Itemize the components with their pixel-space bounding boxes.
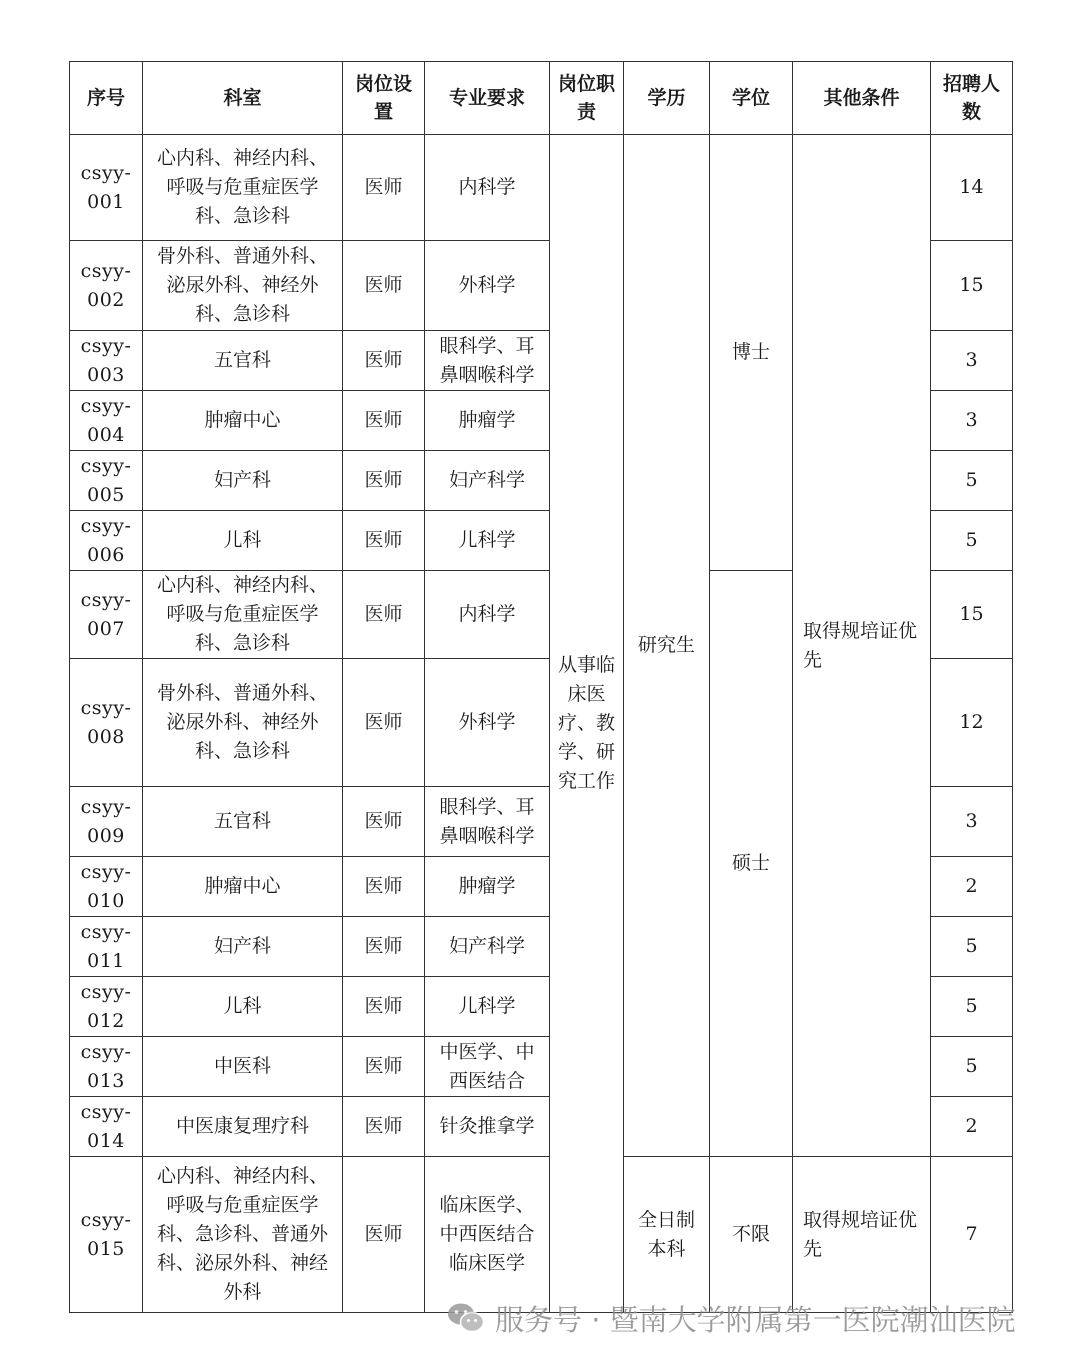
row-dept: 肿瘤中心 [143,391,343,451]
row-code: csyy-006 [70,511,143,571]
row-dept: 妇产科 [143,917,343,977]
row-position: 医师 [343,391,425,451]
row-dept: 肿瘤中心 [143,857,343,917]
row-position: 医师 [343,451,425,511]
header-duty: 岗位职责 [550,62,624,135]
row-position: 医师 [343,659,425,787]
row-position: 医师 [343,241,425,331]
row-position: 医师 [343,977,425,1037]
duty-cell: 从事临床医疗、教学、研究工作 [550,135,624,1313]
row-count: 5 [931,917,1013,977]
row-position: 医师 [343,917,425,977]
row-major: 外科学 [425,241,550,331]
row-count: 15 [931,571,1013,659]
row-position: 医师 [343,1157,425,1313]
row-code: csyy-004 [70,391,143,451]
other-conditions-cell-2: 取得规培证优先 [793,1157,931,1313]
row-count: 5 [931,977,1013,1037]
row-count: 3 [931,331,1013,391]
row-major: 内科学 [425,571,550,659]
row-count: 15 [931,241,1013,331]
row-dept: 心内科、神经内科、呼吸与危重症医学科、急诊科 [143,571,343,659]
row-dept: 中医康复理疗科 [143,1097,343,1157]
row-major: 外科学 [425,659,550,787]
row-position: 医师 [343,135,425,241]
row-major: 针灸推拿学 [425,1097,550,1157]
row-count: 3 [931,787,1013,857]
table-row [70,135,1013,241]
row-major: 临床医学、中西医结合临床医学 [425,1157,550,1313]
row-major: 中医学、中西医结合 [425,1037,550,1097]
row-major: 眼科学、耳鼻咽喉科学 [425,331,550,391]
row-count: 5 [931,511,1013,571]
header-education: 学历 [624,62,710,135]
row-code: csyy-003 [70,331,143,391]
header-degree: 学位 [710,62,793,135]
row-dept: 心内科、神经内科、呼吸与危重症医学科、急诊科、普通外科、泌尿外科、神经外科 [143,1157,343,1313]
row-count: 5 [931,451,1013,511]
row-dept: 中医科 [143,1037,343,1097]
row-count: 14 [931,135,1013,241]
row-position: 医师 [343,1037,425,1097]
education-bachelor-cell: 全日制本科 [624,1157,710,1313]
header-other: 其他条件 [793,62,931,135]
row-code: csyy-009 [70,787,143,857]
row-code: csyy-002 [70,241,143,331]
row-major: 肿瘤学 [425,391,550,451]
row-code: csyy-013 [70,1037,143,1097]
row-dept: 骨外科、普通外科、泌尿外科、神经外科、急诊科 [143,241,343,331]
row-count: 12 [931,659,1013,787]
row-position: 医师 [343,571,425,659]
header-position: 岗位设置 [343,62,425,135]
row-position: 医师 [343,511,425,571]
row-count: 5 [931,1037,1013,1097]
other-conditions-cell: 取得规培证优先 [793,135,931,1157]
row-code: csyy-001 [70,135,143,241]
row-major: 妇产科学 [425,451,550,511]
degree-phd-cell: 博士 [710,135,793,571]
row-major: 儿科学 [425,511,550,571]
header-major: 专业要求 [425,62,550,135]
header-dept: 科室 [143,62,343,135]
degree-any-cell: 不限 [710,1157,793,1313]
row-position: 医师 [343,1097,425,1157]
wechat-icon [447,1302,485,1334]
watermark-text: 服务号 · 暨南大学附属第一医院潮汕医院 [495,1302,1016,1337]
row-dept: 妇产科 [143,451,343,511]
row-major: 妇产科学 [425,917,550,977]
row-position: 医师 [343,857,425,917]
row-code: csyy-005 [70,451,143,511]
row-count: 3 [931,391,1013,451]
header-row [70,62,1013,135]
education-graduate-cell: 研究生 [624,135,710,1157]
row-count: 7 [931,1157,1013,1313]
watermark [447,1296,1016,1340]
recruitment-table [69,61,1013,1313]
row-position: 医师 [343,331,425,391]
degree-master-cell: 硕士 [710,571,793,1157]
row-code: csyy-008 [70,659,143,787]
row-code: csyy-007 [70,571,143,659]
header-count: 招聘人数 [931,62,1013,135]
row-dept: 儿科 [143,977,343,1037]
row-major: 儿科学 [425,977,550,1037]
row-position: 医师 [343,787,425,857]
row-dept: 儿科 [143,511,343,571]
row-code: csyy-014 [70,1097,143,1157]
header-seq: 序号 [70,62,143,135]
row-code: csyy-015 [70,1157,143,1313]
row-code: csyy-010 [70,857,143,917]
table-row [70,1157,1013,1313]
row-code: csyy-011 [70,917,143,977]
row-code: csyy-012 [70,977,143,1037]
row-dept: 骨外科、普通外科、泌尿外科、神经外科、急诊科 [143,659,343,787]
row-dept: 五官科 [143,331,343,391]
row-dept: 心内科、神经内科、呼吸与危重症医学科、急诊科 [143,135,343,241]
row-major: 眼科学、耳鼻咽喉科学 [425,787,550,857]
row-dept: 五官科 [143,787,343,857]
row-major: 内科学 [425,135,550,241]
row-major: 肿瘤学 [425,857,550,917]
row-count: 2 [931,857,1013,917]
row-count: 2 [931,1097,1013,1157]
